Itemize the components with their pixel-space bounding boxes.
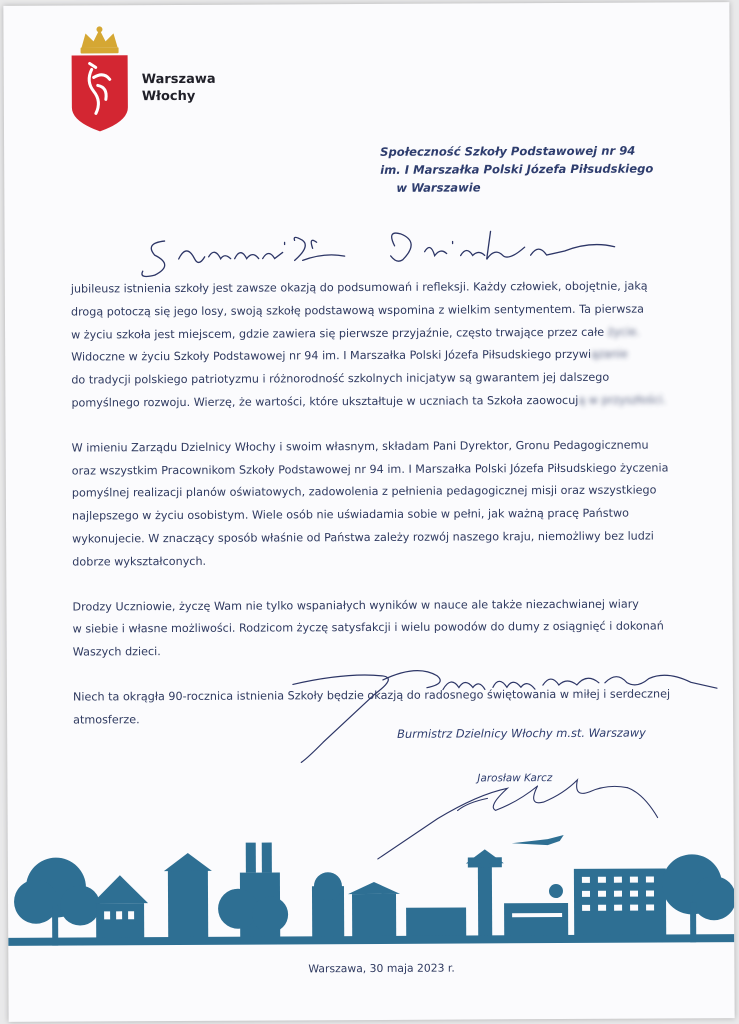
handwritten-salutation	[134, 211, 634, 284]
warsaw-coat-of-arms-icon	[63, 25, 136, 135]
addressee-line: w Warszawie	[396, 180, 481, 195]
logo-wordmark	[142, 71, 216, 105]
signer-title: Burmistrz Dzielnicy Włochy m.st. Warszawy	[397, 725, 646, 741]
letter-sheet	[3, 2, 734, 1022]
text-line: wykonujecie. W znaczący sposób właśnie od Państwa zależy rozwój naszego kraju, niemożliwy bez ludzi	[72, 529, 654, 546]
addressee-block	[380, 141, 710, 197]
text-line: Drodzy Uczniowie, życzę Wam nie tylko wspaniałych wyników w nauce ale także niezachwianej wiary	[72, 597, 639, 614]
blurred-text: życie.	[607, 325, 640, 339]
blurred-text: ązanie	[591, 348, 628, 362]
addressee-line: Społeczność Szkoły Podstawowej nr 94	[380, 143, 636, 159]
logo-text-wlochy: Włochy	[141, 88, 196, 105]
text-line: drogą potoczą się jego losy, swoją szkołę podstawową wspomina z wielkim sentymentem. Ta pierwsza	[70, 302, 644, 319]
text-line: najlepszego w życiu osobistym. Wiele osób nie uświadamia sobie w pełni, jak ważną pracę Państwo	[71, 506, 629, 523]
text-line: Waszych dzieci.	[72, 645, 161, 659]
paragraph	[72, 434, 709, 574]
text-line: atmosferze.	[73, 712, 140, 727]
text-line: Niech ta okrągła 90-rocznica istnienia Szkoły będzie okazją do radosnego świętowania w miłej i serdecznej	[72, 687, 671, 704]
text-line: pomyślnego rozwoju. Wierzę, że wartości, które ukształtuje w uczniach ta Szkoła zaowocują w przyszłości.	[71, 393, 667, 410]
paragraph	[71, 275, 708, 415]
blurred-text: ą w przyszłości.	[578, 393, 667, 407]
text-line: pomyślnej realizacji planów oświatowych, zadowolenia z pełnienia pedagogicznej misji oraz wszystkiego	[71, 483, 657, 500]
logo-text-warszawa: Warszawa	[141, 71, 216, 88]
text-line: dobrze wykształconych.	[72, 554, 207, 569]
text-line: do tradycji polskiego patriotyzmu i różnorodność szkolnych inicjatyw są gwarantem jej dalszego	[71, 370, 610, 387]
place-and-date: Warszawa, 30 maja 2023 r.	[308, 961, 455, 976]
skyline-illustration	[8, 832, 735, 956]
signer-name: Jarosław Karcz	[477, 772, 553, 785]
text-line: w życiu szkoła jest miejscem, gdzie zawiera się pierwsze przyjaźnie, często trwające przez całe życie.	[71, 325, 640, 342]
handwritten-signature-large	[287, 652, 728, 774]
text-line: Widoczne w życiu Szkoły Podstawowej nr 94 im. I Marszałka Polski Józefa Piłsudskiego przywiązanie	[71, 348, 628, 364]
addressee-line: im. I Marszałka Polski Józefa Piłsudskiego	[380, 161, 654, 177]
text-line: W imieniu Zarządu Dzielnicy Włochy i swoim własnym, składam Pani Dyrektor, Gronu Pedagogicznemu	[71, 438, 649, 455]
text-line: jubileusz istnienia szkoły jest zawsze okazją do podsumowań i refleksji. Każdy człowiek, obojętnie, jaką	[70, 279, 648, 296]
text-line: w siebie i własne możliwości. Rodzicom życzę satysfakcji i wielu powodów do dumy z osiągnięć i dokonań	[72, 619, 664, 636]
text-line: oraz wszystkim Pracownikom Szkoły Podstawowej nr 94 im. I Marszałka Polski Józefa Piłsudskiego życzenia	[71, 461, 669, 478]
